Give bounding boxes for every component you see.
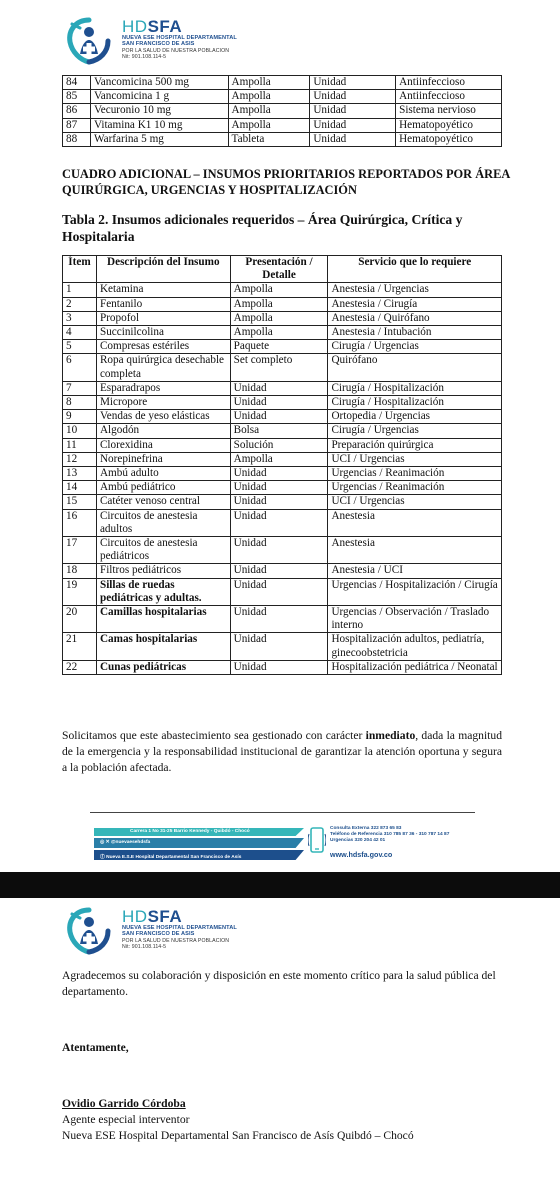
cell-item-number: 84 (63, 76, 91, 90)
section-title: CUADRO ADICIONAL – INSUMOS PRIORITARIOS REPORTADOS POR ÁREA QUIRÚRGICA, URGENCIAS Y HOSPITALIZACIÓN (62, 167, 510, 197)
signature-block (62, 1096, 502, 1144)
table-row (63, 467, 502, 481)
cell-item-number: 16 (63, 509, 97, 536)
cell-item-number: 7 (63, 381, 97, 395)
cell-presentation: Unidad (230, 660, 328, 674)
table-row (63, 326, 502, 340)
cell-unit: Unidad (310, 132, 396, 146)
cell-presentation: Ampolla (230, 297, 328, 311)
cell-category: Hematopoyético (396, 118, 502, 132)
footer-divider (90, 812, 475, 813)
cell-item-number: 10 (63, 424, 97, 438)
logo-sfa-text: SFA (147, 17, 183, 36)
cell-item-number: 17 (63, 537, 97, 564)
table-row (63, 564, 502, 578)
cell-service: UCI / Urgencias (328, 452, 502, 466)
footer-facebook-text: Nueva E.S.E Hospital Departamental San Francisco de Asís (106, 855, 242, 860)
cell-presentation: Unidad (230, 578, 328, 605)
cell-item-number: 3 (63, 311, 97, 325)
table-row (63, 452, 502, 466)
footer-website[interactable]: www.hdsfa.gov.co (330, 850, 393, 859)
cell-presentation: Unidad (230, 509, 328, 536)
footer-urgencias: Urgencias 320 204 42 01 (330, 837, 386, 843)
cell-presentation: Unidad (230, 537, 328, 564)
cell-service: Urgencias / Hospitalización / Cirugía (328, 578, 502, 605)
cell-description: Succinilcolina (96, 326, 230, 340)
cell-service: Cirugía / Hospitalización (328, 381, 502, 395)
cell-service: Anestesia / Quirófano (328, 311, 502, 325)
logo-sfa-text: SFA (147, 907, 183, 926)
cell-category: Hematopoyético (396, 132, 502, 146)
cell-service: Cirugía / Urgencias (328, 340, 502, 354)
cell-description: Micropore (96, 396, 230, 410)
logo-hd-text: HD (122, 17, 148, 36)
cell-item-number: 9 (63, 410, 97, 424)
thanks-paragraph: Agradecemos su colaboración y disposición en este momento crítico para la salud pública del departamento. (62, 969, 496, 998)
col-header-description: Descripción del Insumo (96, 256, 230, 283)
cell-item-number: 1 (63, 283, 97, 297)
table-row (63, 660, 502, 674)
phone-icon (308, 826, 326, 856)
table-row (63, 311, 502, 325)
hospital-emblem-icon (62, 14, 116, 68)
col-header-presentation: Presentación / Detalle (230, 256, 328, 283)
cell-presentation: Tableta (228, 132, 310, 146)
cell-service: Urgencias / Reanimación (328, 467, 502, 481)
cell-service: Anestesia / UCI (328, 564, 502, 578)
footer-facebook (100, 853, 241, 860)
cell-description: Vendas de yeso elásticas (96, 410, 230, 424)
logo-nit: Nit: 901.108.114-5 (122, 54, 167, 61)
cell-item-number: 18 (63, 564, 97, 578)
footer-social-handle (100, 840, 150, 845)
col-header-service: Servicio que lo requiere (328, 256, 502, 283)
cell-description: Norepinefrina (96, 452, 230, 466)
cell-presentation: Unidad (230, 564, 328, 578)
cell-item-number: 87 (63, 118, 91, 132)
table-row (63, 76, 502, 90)
table-row (63, 118, 502, 132)
table-row (63, 410, 502, 424)
cell-description: Algodón (96, 424, 230, 438)
table-row (63, 340, 502, 354)
cell-item-number: 2 (63, 297, 97, 311)
cell-presentation: Ampolla (228, 104, 310, 118)
logo-line-1: NUEVA ESE HOSPITAL DEPARTAMENTAL (122, 925, 237, 931)
cell-presentation: Ampolla (228, 118, 310, 132)
cell-service: UCI / Urgencias (328, 495, 502, 509)
footer-address: Carrera 1 No 31-25 Barrio Kennedy - Quibdó - Chocó (130, 829, 250, 834)
additional-supplies-table (62, 255, 502, 675)
table-row (63, 381, 502, 395)
cell-service: Hospitalización adultos, pediatría, ginecoobstetricia (328, 633, 502, 660)
table-2-title: Tabla 2. Insumos adicionales requeridos – Área Quirúrgica, Crítica y Hospitalaria (62, 212, 463, 244)
col-header-item: Ítem (63, 256, 97, 283)
instagram-x-icon: ◎ ✕ (100, 840, 111, 845)
cell-presentation: Unidad (230, 495, 328, 509)
cell-item-number: 4 (63, 326, 97, 340)
cell-medication-name: Vancomicina 1 g (90, 90, 228, 104)
cell-description: Cunas pediátricas (96, 660, 230, 674)
cell-item-number: 19 (63, 578, 97, 605)
cell-item-number: 8 (63, 396, 97, 410)
cell-presentation: Ampolla (230, 452, 328, 466)
logo-line-2: SAN FRANCISCO DE ASIS (122, 931, 195, 938)
page-footer (94, 826, 474, 866)
cell-presentation: Unidad (230, 633, 328, 660)
cell-item-number: 12 (63, 452, 97, 466)
cell-unit: Unidad (310, 76, 396, 90)
cell-description: Circuitos de anestesia pediátricos (96, 537, 230, 564)
cell-unit: Unidad (310, 90, 396, 104)
table-row (63, 283, 502, 297)
cell-item-number: 15 (63, 495, 97, 509)
cell-item-number: 14 (63, 481, 97, 495)
cell-medication-name: Vecuronio 10 mg (90, 104, 228, 118)
closing-text-start: Solicitamos que este abastecimiento sea gestionado con carácter (62, 729, 366, 742)
closing-paragraph (62, 728, 502, 776)
cell-presentation: Ampolla (230, 311, 328, 325)
logo-nit: Nit: 901.108.114-5 (122, 944, 167, 951)
footer-social-text: @nuevaesehdsfa (110, 840, 151, 845)
table-header-row (63, 256, 502, 283)
cell-description: Ambú pediátrico (96, 481, 230, 495)
cell-presentation: Unidad (230, 606, 328, 633)
cell-item-number: 85 (63, 90, 91, 104)
cell-service: Anestesia / Intubación (328, 326, 502, 340)
cell-item-number: 5 (63, 340, 97, 354)
cell-category: Antiinfeccioso (396, 76, 502, 90)
table-row (63, 90, 502, 104)
cell-description: Ketamina (96, 283, 230, 297)
cell-presentation: Unidad (230, 410, 328, 424)
table-row (63, 537, 502, 564)
medications-table-continued (62, 75, 502, 147)
signer-organization: Nueva ESE Hospital Departamental San Francisco de Asís Quibdó – Chocó (62, 1129, 414, 1142)
cell-service: Preparación quirúrgica (328, 438, 502, 452)
cell-item-number: 88 (63, 132, 91, 146)
table-row (63, 578, 502, 605)
cell-description: Camas hospitalarias (96, 633, 230, 660)
table-row (63, 606, 502, 633)
cell-service: Urgencias / Observación / Traslado interno (328, 606, 502, 633)
cell-service: Quirófano (328, 354, 502, 381)
hospital-logo (62, 14, 237, 68)
cell-presentation: Ampolla (230, 326, 328, 340)
cell-service: Urgencias / Reanimación (328, 481, 502, 495)
table-row (63, 481, 502, 495)
cell-category: Antiinfeccioso (396, 90, 502, 104)
cell-description: Fentanilo (96, 297, 230, 311)
cell-presentation: Unidad (230, 396, 328, 410)
cell-description: Sillas de ruedas pediátricas y adultas. (96, 578, 230, 605)
table-row (63, 424, 502, 438)
cell-medication-name: Vitamina K1 10 mg (90, 118, 228, 132)
footer-telefono: Teléfono de Referencia 310 785 87 36 - 310 787 14 87 (330, 831, 450, 837)
cell-description: Circuitos de anestesia adultos (96, 509, 230, 536)
cell-presentation: Paquete (230, 340, 328, 354)
cell-service: Hospitalización pediátrica / Neonatal (328, 660, 502, 674)
closing-text-bold: inmediato (365, 729, 416, 742)
signer-name: Ovidio Garrido Córdoba (62, 1097, 186, 1110)
cell-service: Anestesia / Urgencias (328, 283, 502, 297)
cell-description: Ambú adulto (96, 467, 230, 481)
cell-description: Propofol (96, 311, 230, 325)
closing-text-end: , dada la magnitud de la emergencia y la responsabilidad institucional de garantizar la atención oportuna y segura a la población afectada. (62, 729, 502, 774)
table-row (63, 396, 502, 410)
cell-item-number: 11 (63, 438, 97, 452)
cell-description: Ropa quirúrgica desechable completa (96, 354, 230, 381)
cell-description: Camillas hospitalarias (96, 606, 230, 633)
table-row (63, 438, 502, 452)
cell-service: Anestesia (328, 537, 502, 564)
cell-presentation: Ampolla (228, 76, 310, 90)
table-row (63, 297, 502, 311)
cell-unit: Unidad (310, 104, 396, 118)
cell-presentation: Solución (230, 438, 328, 452)
page-separator (0, 872, 560, 898)
cell-item-number: 22 (63, 660, 97, 674)
table-row (63, 354, 502, 381)
cell-service: Cirugía / Hospitalización (328, 396, 502, 410)
cell-medication-name: Vancomicina 500 mg (90, 76, 228, 90)
logo-slogan: POR LA SALUD DE NUESTRA POBLACION (122, 47, 230, 54)
table-row (63, 104, 502, 118)
logo-hd-text: HD (122, 907, 148, 926)
table-row (63, 633, 502, 660)
cell-item-number: 86 (63, 104, 91, 118)
table-row (63, 509, 502, 536)
cell-presentation: Unidad (230, 467, 328, 481)
cell-description: Catéter venoso central (96, 495, 230, 509)
logo-line-1: NUEVA ESE HOSPITAL DEPARTAMENTAL (122, 35, 237, 41)
cell-description: Clorexidina (96, 438, 230, 452)
cell-presentation: Unidad (230, 381, 328, 395)
cell-item-number: 21 (63, 633, 97, 660)
cell-presentation: Ampolla (228, 90, 310, 104)
document-page-2 (0, 898, 560, 1200)
cell-category: Sistema nervioso (396, 104, 502, 118)
cell-presentation: Set completo (230, 354, 328, 381)
facebook-icon: ⓕ (100, 855, 107, 860)
cell-service: Anestesia (328, 509, 502, 536)
cell-item-number: 13 (63, 467, 97, 481)
table-row (63, 132, 502, 146)
cell-medication-name: Warfarina 5 mg (90, 132, 228, 146)
closing-salutation: Atentamente, (62, 1041, 129, 1054)
logo-line-2: SAN FRANCISCO DE ASIS (122, 41, 195, 48)
cell-item-number: 20 (63, 606, 97, 633)
table-row (63, 495, 502, 509)
cell-unit: Unidad (310, 118, 396, 132)
cell-service: Ortopedia / Urgencias (328, 410, 502, 424)
footer-consulta: Consulta Externa 322 873 65 83 (330, 826, 402, 831)
logo-slogan: POR LA SALUD DE NUESTRA POBLACION (122, 937, 230, 944)
footer-contact (330, 826, 449, 843)
cell-description: Compresas estériles (96, 340, 230, 354)
hospital-emblem-icon (62, 904, 116, 958)
hospital-logo-page-2 (62, 904, 237, 958)
cell-presentation: Unidad (230, 481, 328, 495)
cell-presentation: Ampolla (230, 283, 328, 297)
cell-description: Esparadrapos (96, 381, 230, 395)
cell-presentation: Bolsa (230, 424, 328, 438)
cell-service: Cirugía / Urgencias (328, 424, 502, 438)
cell-description: Filtros pediátricos (96, 564, 230, 578)
cell-service: Anestesia / Cirugía (328, 297, 502, 311)
signer-role: Agente especial interventor (62, 1113, 190, 1126)
cell-item-number: 6 (63, 354, 97, 381)
